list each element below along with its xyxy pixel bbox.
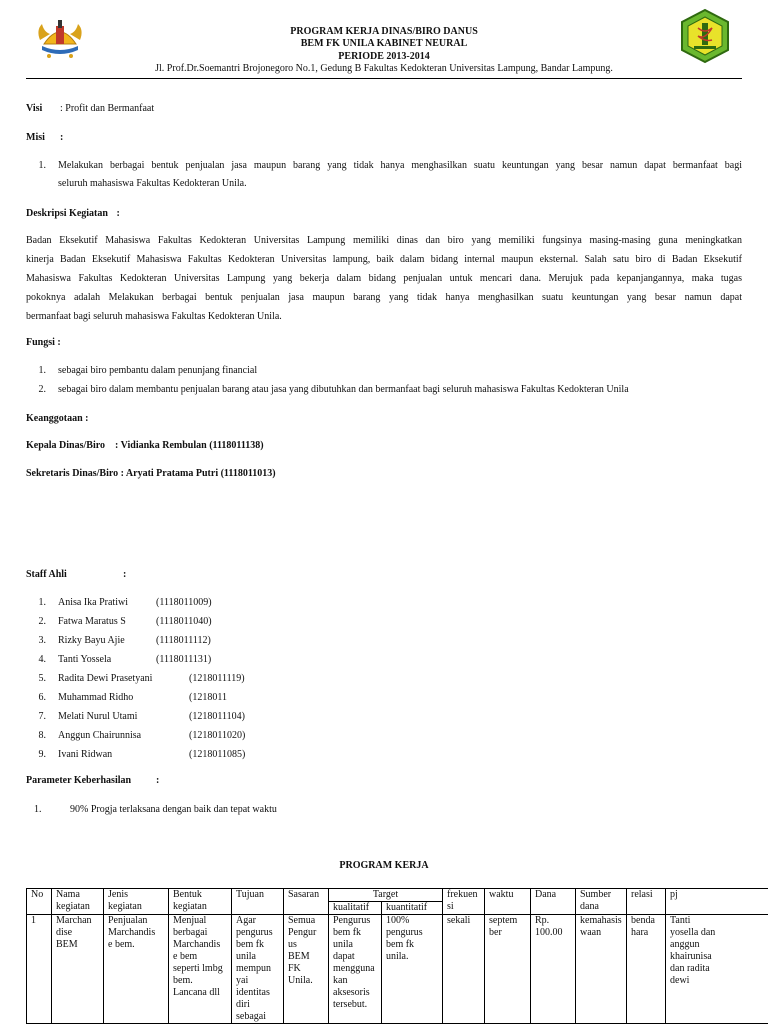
staff-item-name: Muhammad Ridho [58, 692, 134, 703]
cell-kualitatif: Pengurus bem fk unila dapat mengguna kan aksesoris tersebut. [329, 915, 382, 1024]
th-waktu: waktu [485, 889, 531, 915]
deskripsi-line: pokoknya adalah Melakukan berbagai bentuk penjualan jasa maupun barang yang tidak hanya menghasilkan suatu keuntungan yang besar namun dapat [26, 292, 742, 303]
staff-item-num: 1. [38, 597, 46, 608]
misi-item-line1: Melakukan berbagai bentuk penjualan jasa maupun barang yang tidak hanya menghasilkan suatu keuntungan yang besar namun dapat bermanfaat bagi [58, 160, 742, 171]
kepala-dinas: Kepala Dinas/Biro : Vidianka Rembulan (1118011138) [26, 440, 264, 451]
staff-item-name: Ivani Ridwan [58, 749, 113, 760]
staff-list [26, 597, 426, 768]
visi-row [26, 103, 155, 114]
program-kerja-title: PROGRAM KERJA [339, 860, 429, 871]
cell-sasaran: Semua Pengur us BEM FK Unila. [284, 915, 329, 1024]
staff-item [26, 597, 426, 616]
th-tujuan: Tujuan [232, 889, 284, 915]
deskripsi-paragraph [26, 235, 742, 330]
visi-label: Visi [26, 103, 43, 114]
staff-item-name: Rizky Bayu Ajie [58, 635, 125, 646]
cell-nama: Marchan dise BEM [52, 915, 104, 1024]
staff-item-nim: (1218011020) [189, 730, 246, 741]
header-title-2: BEM FK UNILA KABINET NEURAL [300, 38, 468, 49]
th-bentuk: Bentuk kegiatan [169, 889, 232, 915]
th-kuantitatif: kuantitatif [382, 902, 443, 915]
staff-item-name: Radita Dewi Prasetyani [58, 673, 153, 684]
staff-item-name: Melati Nurul Utami [58, 711, 138, 722]
cell-dana: Rp. 100.00 [531, 915, 576, 1024]
th-sasaran: Sasaran [284, 889, 329, 915]
th-no: No [27, 889, 52, 915]
fungsi-label: Fungsi : [26, 337, 61, 348]
staff-item-num: 2. [38, 616, 46, 627]
fungsi-item-text: sebagai biro pembantu dalam penunjang financial [58, 365, 258, 376]
th-nama: Nama kegiatan [52, 889, 104, 915]
sekretaris-dinas: Sekretaris Dinas/Biro : Aryati Pratama Putri (1118011013) [26, 468, 276, 479]
staff-item-name: Fatwa Maratus S [58, 616, 126, 627]
staff-item-nim: (1118011009) [156, 597, 212, 608]
staff-item-nim: (1118011112) [156, 635, 211, 646]
parameter-item-num: 1. [34, 804, 42, 815]
misi-item-line2: seluruh mahasiswa Fakultas Kedokteran Unila. [58, 178, 247, 189]
th-target: Target [329, 889, 443, 902]
staff-item [26, 749, 426, 768]
keanggotaan-label: Keanggotaan : [26, 413, 89, 424]
th-kualitatif: kualitatif [329, 902, 382, 915]
fungsi-item-num: 2. [38, 384, 46, 395]
cell-jenis: Penjualan Marchandis e bem. [104, 915, 169, 1024]
cell-sumber-dana: kemahasis waan [576, 915, 627, 1024]
staff-item [26, 616, 426, 635]
deskripsi-line: Mahasiswa Fakultas Kedokteran Universitas Lampung yang bekerja dalam bidang penjualan untuk mencari dana. Merujuk pada kepanjangannya, maka tugas [26, 273, 742, 284]
parameter-colon: : [156, 775, 160, 786]
parameter-item-text: 90% Progja terlaksana dengan baik dan tepat waktu [70, 804, 277, 815]
staff-item [26, 654, 426, 673]
header-address: Jl. Prof.Dr.Soemantri Brojonegoro No.1, Gedung B Fakultas Kedokteran Universitas Lampung, Bandar Lampung. [155, 63, 613, 74]
staff-item-nim: (1118011131) [156, 654, 212, 665]
staff-label: Staff Ahli [26, 569, 67, 580]
staff-item [26, 673, 426, 692]
misi-label: Misi [26, 132, 45, 143]
th-frekuensi: frekuen si [443, 889, 485, 915]
th-pj: pj [666, 889, 768, 915]
staff-item-name: Tanti Yossela [58, 654, 112, 665]
staff-item-num: 8. [38, 730, 46, 741]
th-dana: Dana [531, 889, 576, 915]
staff-colon: : [123, 569, 127, 580]
table-row [27, 915, 768, 1024]
staff-item [26, 711, 426, 730]
th-relasi: relasi [627, 889, 666, 915]
staff-item-name: Anisa Ika Pratiwi [58, 597, 128, 608]
staff-item-num: 9. [38, 749, 46, 760]
header-title-3: PERIODE 2013-2014 [338, 51, 430, 62]
staff-item-num: 6. [38, 692, 46, 703]
header-divider [26, 78, 742, 79]
fungsi-item-text: sebagai biro dalam membantu penjualan barang atau jasa yang dibutuhkan dan bermanfaat bagi seluruh mahasiswa Fakultas Kedokteran Unila [58, 384, 629, 395]
staff-item [26, 692, 426, 711]
th-sumber-dana: Sumber dana [576, 889, 627, 915]
misi-item-num: 1. [38, 160, 46, 171]
cell-bentuk: Menjual berbagai Marchandis e bem seperti lmbg bem. Lancana dll [169, 915, 232, 1024]
cell-pj: Tanti yosella dan anggun khairunisa dan radita dewi [666, 915, 768, 1024]
cell-relasi: benda hara [627, 915, 666, 1024]
visi-value: : Profit dan Bermanfaat [60, 103, 155, 114]
staff-item-num: 5. [38, 673, 46, 684]
table-header-row [27, 889, 768, 902]
staff-item-nim: (1218011 [189, 692, 227, 703]
staff-item-nim: (1218011085) [189, 749, 246, 760]
staff-label-row [26, 569, 127, 580]
fungsi-item-num: 1. [38, 365, 46, 376]
parameter-label-row [26, 775, 160, 786]
deskripsi-line: bermanfaat bagi seluruh mahasiswa Fakultas Kedokteran Unila. [26, 311, 282, 322]
cell-waktu: septem ber [485, 915, 531, 1024]
th-jenis: Jenis kegiatan [104, 889, 169, 915]
parameter-label: Parameter Keberhasilan [26, 775, 132, 786]
deskripsi-colon: : [116, 208, 120, 219]
deskripsi-label: Deskripsi Kegiatan [26, 208, 108, 219]
deskripsi-line: Badan Eksekutif Mahasiswa Fakultas Kedokteran Universitas Lampung memiliki dinas dan biro yang memiliki fungsinya masing-masing guna meningkatkan [26, 235, 742, 246]
staff-item-num: 7. [38, 711, 46, 722]
staff-item-nim: (1218011119) [189, 673, 245, 684]
staff-item [26, 635, 426, 654]
staff-item-num: 3. [38, 635, 46, 646]
staff-item [26, 730, 426, 749]
cell-tujuan: Agar pengurus bem fk unila mempun yai identitas diri sebagai [232, 915, 284, 1024]
deskripsi-line: kinerja Badan Eksekutif Mahasiswa Fakultas Kedokteran Universitas lampung, baik dalam bidang internal maupun eksternal. Salah satu biro di Badan Eksekutif [26, 254, 742, 265]
cell-frekuensi: sekali [443, 915, 485, 1024]
header-title-1: PROGRAM KERJA DINAS/BIRO DANUS [290, 26, 478, 37]
staff-item-nim: (1118011040) [156, 616, 212, 627]
staff-item-nim: (1218011104) [189, 711, 245, 722]
cell-no: 1 [27, 915, 52, 1024]
program-kerja-table [26, 888, 768, 1024]
staff-item-num: 4. [38, 654, 46, 665]
staff-item-name: Anggun Chairunnisa [58, 730, 142, 741]
deskripsi-label-row [26, 208, 120, 219]
misi-label-row [26, 132, 64, 143]
misi-colon: : [60, 132, 64, 143]
cell-kuantitatif: 100% pengurus bem fk unila. [382, 915, 443, 1024]
